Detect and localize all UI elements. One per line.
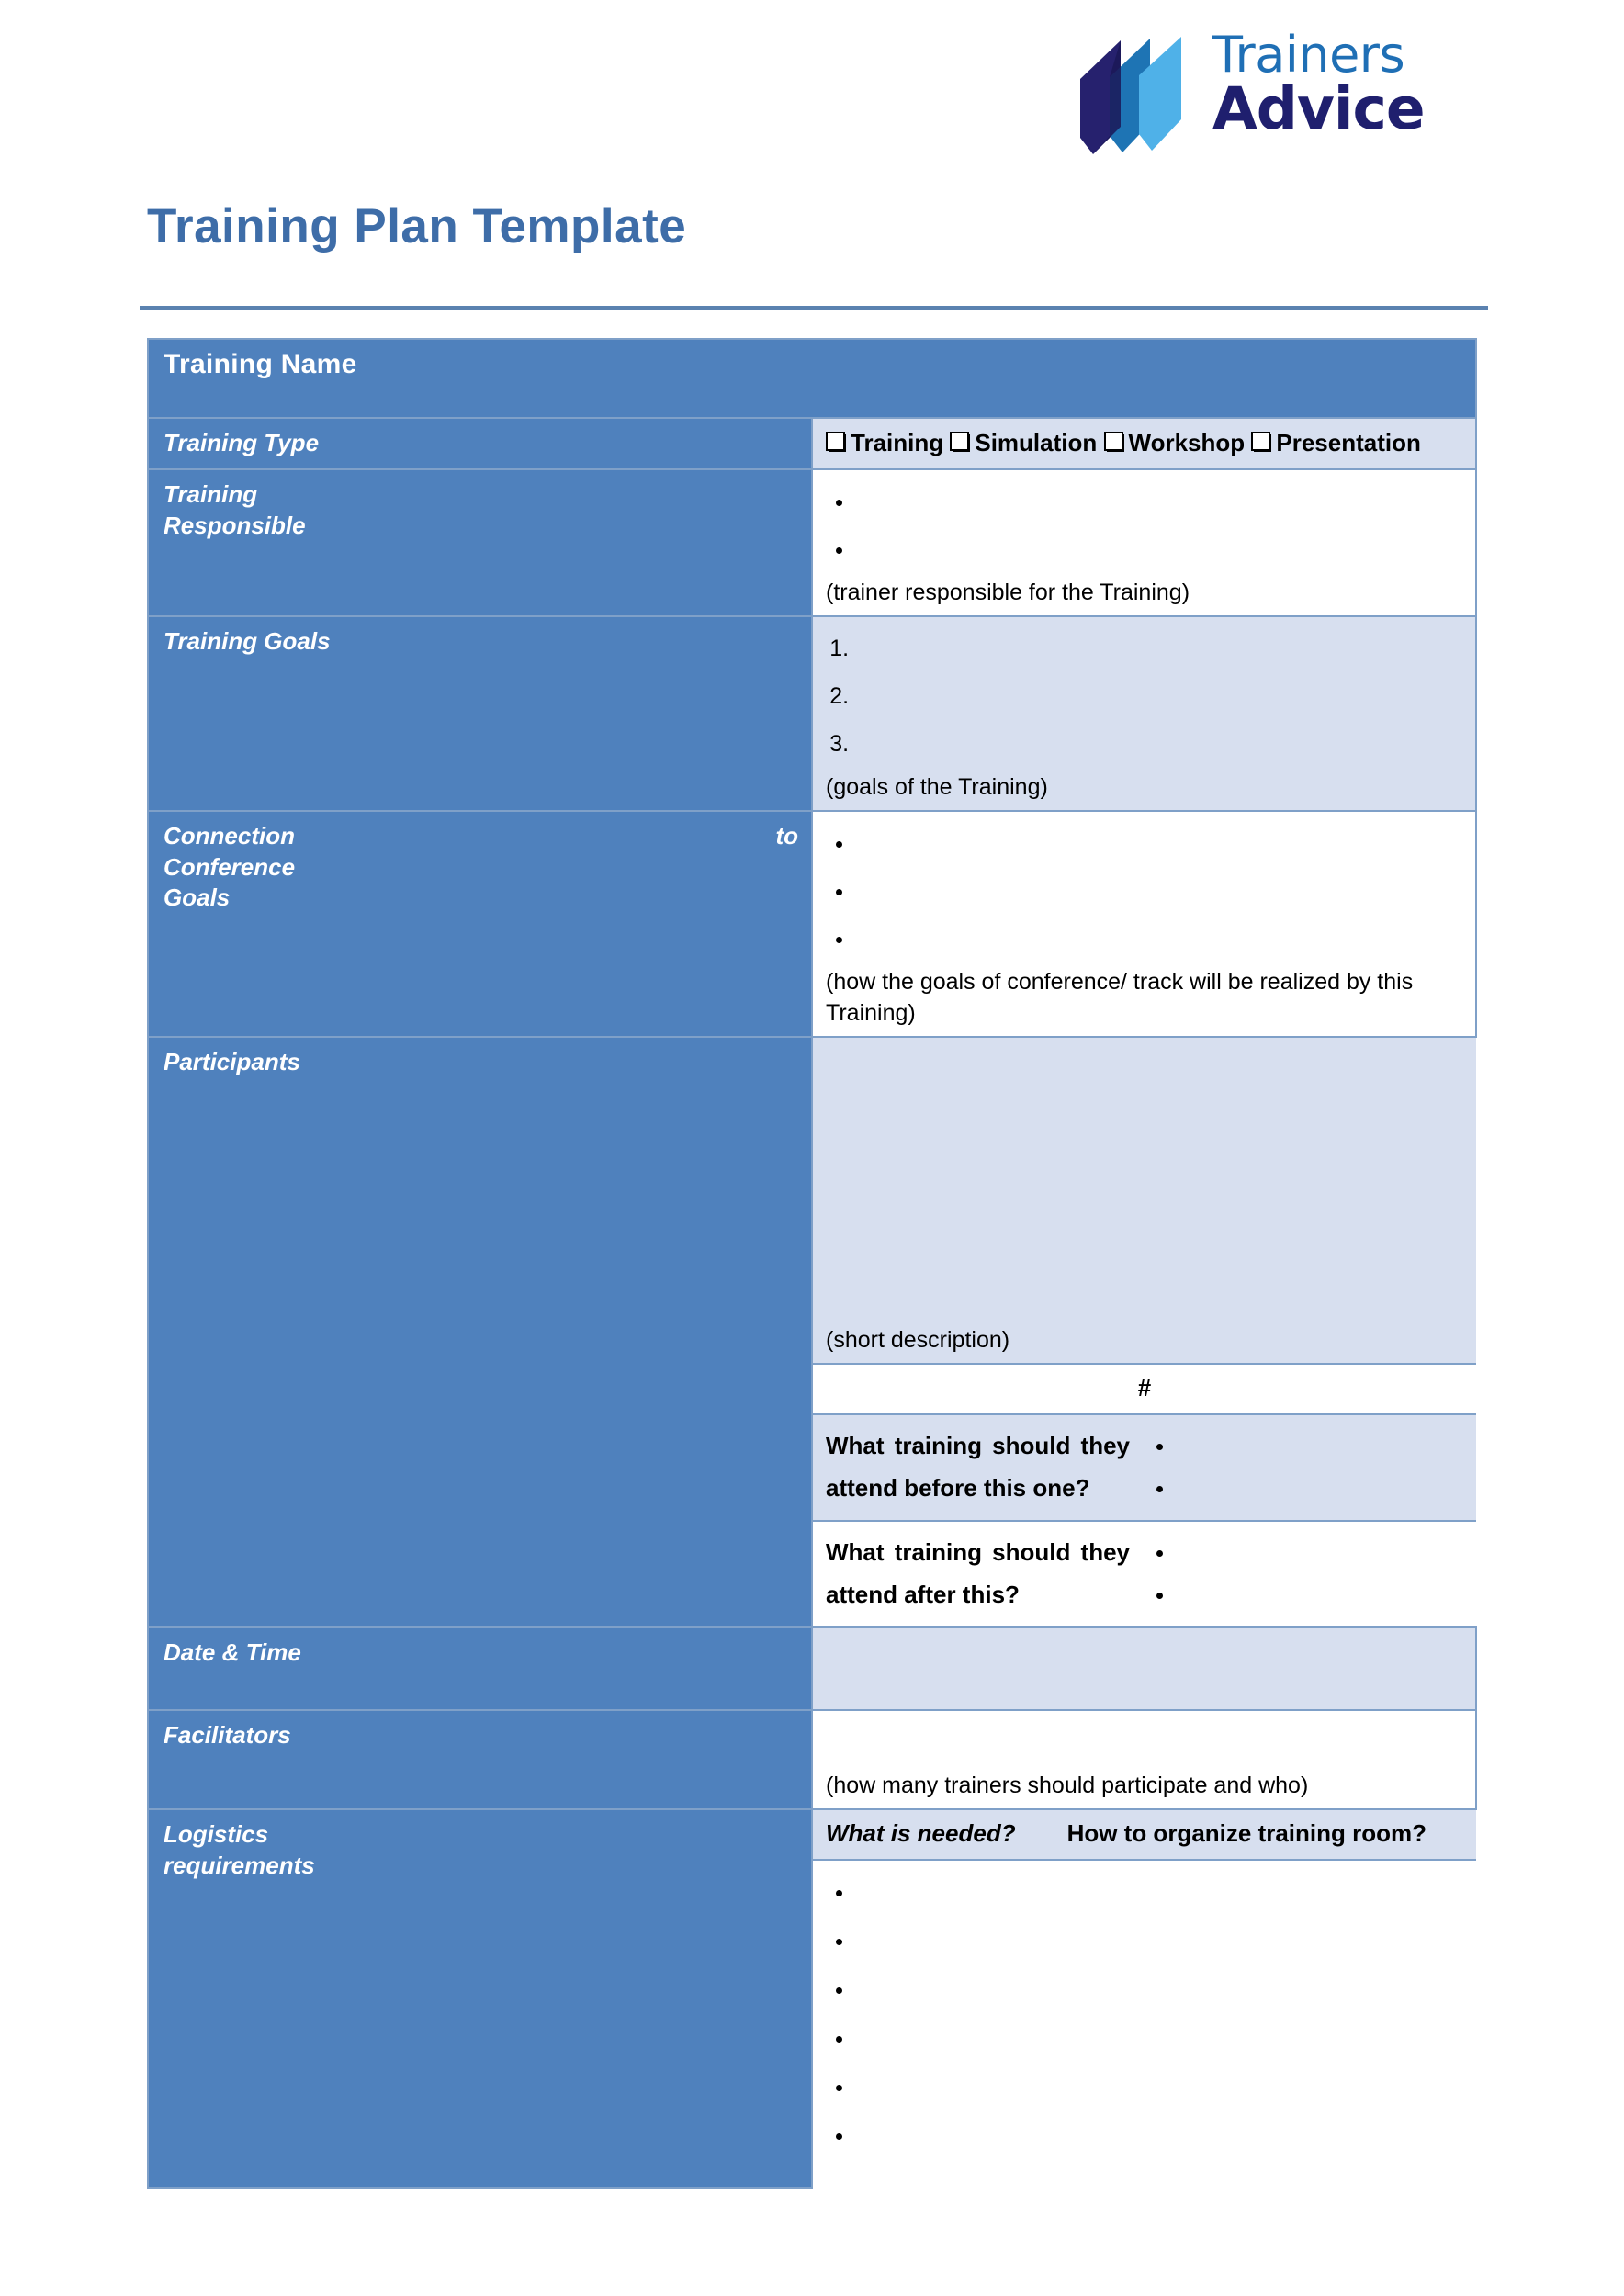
label-connection-line2: Conference: [164, 852, 296, 881]
brand-name-line1: Trainers: [1212, 26, 1405, 84]
label-training-type: Training Type: [148, 418, 812, 469]
label-training-goals: Training Goals: [148, 616, 812, 811]
table-row-date-time: [148, 1627, 1476, 1710]
table-row-logistics: [148, 1809, 1476, 2188]
brand-name-line2: Advice: [1212, 75, 1425, 142]
logistics-header-row: [813, 1810, 1476, 1860]
checkbox-training[interactable]: [826, 429, 943, 456]
logistics-bullets: [826, 1868, 1463, 2160]
checkbox-empty-icon[interactable]: [950, 432, 971, 453]
participants-description-hint: (short description): [826, 1326, 1010, 1353]
label-connection-to-conference-goals: [148, 811, 812, 1037]
list-item[interactable]: [855, 2014, 1463, 2063]
training-goals-list: [826, 625, 1462, 768]
logistics-bullet-area[interactable]: [813, 1860, 1476, 2188]
list-item[interactable]: [855, 672, 1462, 720]
list-item[interactable]: [855, 1868, 1463, 1917]
cell-training-responsible[interactable]: [812, 469, 1476, 616]
checkbox-label-training: Training: [851, 429, 944, 456]
table-row-connection-to-conference-goals: [148, 811, 1476, 1037]
cell-connection-to-conference-goals[interactable]: [812, 811, 1476, 1037]
label-logistics-line2: requirements: [164, 1851, 315, 1879]
logistics-body-row: [813, 1860, 1476, 2188]
list-item[interactable]: [855, 525, 1462, 573]
table-row-training-responsible: [148, 469, 1476, 616]
checkbox-empty-icon[interactable]: [1251, 432, 1272, 453]
training-responsible-hint: (trainer responsible for the Training): [826, 579, 1190, 605]
checkbox-empty-icon[interactable]: [1104, 432, 1125, 453]
participants-after-question: What training should they attend after this?: [813, 1521, 1145, 1626]
label-participants: Participants: [148, 1037, 812, 1627]
table-row-training-type: [148, 418, 1476, 469]
label-connection-line3: Goals: [164, 884, 231, 912]
cell-logistics: [812, 1809, 1476, 2188]
list-item[interactable]: [1176, 1424, 1467, 1467]
checkbox-label-presentation: Presentation: [1276, 429, 1421, 456]
participants-count-row: [813, 1364, 1476, 1414]
checkbox-label-workshop: Workshop: [1128, 429, 1246, 456]
cell-facilitators[interactable]: [812, 1710, 1476, 1809]
cell-participants: [812, 1037, 1476, 1627]
training-plan-table: [147, 338, 1477, 2189]
logistics-column-b-header: How to organize training room?: [1066, 1818, 1427, 1847]
cell-training-type-options: [812, 418, 1476, 469]
label-facilitators: Facilitators: [148, 1710, 812, 1809]
participants-count-header: #: [813, 1364, 1476, 1414]
brand-wordmark: [1212, 28, 1479, 165]
logistics-column-a-header: What is needed?: [826, 1818, 1016, 1847]
list-item[interactable]: [855, 2111, 1463, 2160]
page-title: Training Plan Template: [147, 199, 687, 253]
participants-description-row: [813, 1038, 1476, 1364]
facilitators-blank-area[interactable]: [826, 1718, 1462, 1766]
table-row-training-goals: [148, 616, 1476, 811]
participants-after-answers[interactable]: [1145, 1521, 1476, 1626]
label-training-responsible-line2: Responsible: [164, 511, 306, 539]
label-logistics: [148, 1809, 812, 2188]
list-item[interactable]: [855, 819, 1462, 867]
logistics-column-headers: [813, 1810, 1476, 1860]
checkbox-empty-icon[interactable]: [826, 432, 847, 453]
participants-before-row: [813, 1414, 1476, 1521]
title-divider: [140, 306, 1488, 310]
connection-hint: (how the goals of conference/ track will be realized by this Training): [826, 968, 1414, 1026]
label-logistics-line1: Logistics: [164, 1819, 269, 1848]
table-row-training-name: [148, 339, 1476, 418]
checkbox-simulation[interactable]: [950, 429, 1097, 456]
facilitators-hint: (how many trainers should participate and who): [826, 1772, 1309, 1798]
participants-before-answers[interactable]: [1145, 1414, 1476, 1521]
list-item[interactable]: [1176, 1573, 1467, 1615]
label-training-responsible: [148, 469, 812, 616]
table-row-facilitators: [148, 1710, 1476, 1809]
table-row-participants: [148, 1037, 1476, 1627]
connection-bullets: [826, 819, 1462, 962]
participants-after-row: [813, 1521, 1476, 1626]
training-responsible-bullets: [826, 478, 1462, 573]
participants-description-cell[interactable]: [813, 1038, 1476, 1364]
checkbox-presentation[interactable]: [1251, 429, 1421, 456]
participants-before-bullets: [1145, 1424, 1467, 1509]
logistics-subtable: [813, 1810, 1476, 2188]
label-training-responsible-line1: Training: [164, 479, 258, 508]
label-connection-line1: Connection to: [164, 821, 798, 850]
list-item[interactable]: [855, 867, 1462, 915]
training-name-header: Training Name: [148, 339, 1476, 418]
label-date-time: Date & Time: [148, 1627, 812, 1710]
list-item[interactable]: [855, 625, 1462, 672]
list-item[interactable]: [855, 1917, 1463, 1965]
list-item[interactable]: [855, 478, 1462, 525]
three-chevrons-icon: [1073, 35, 1211, 163]
checkbox-workshop[interactable]: [1104, 429, 1246, 456]
participants-subtable: [813, 1038, 1476, 1626]
participants-blank-area[interactable]: [826, 1045, 1463, 1321]
list-item[interactable]: [855, 1965, 1463, 2014]
cell-date-time[interactable]: [812, 1627, 1476, 1710]
cell-training-goals[interactable]: [812, 616, 1476, 811]
training-goals-hint: (goals of the Training): [826, 773, 1048, 800]
participants-before-question: What training should they attend before this one?: [813, 1414, 1145, 1521]
checkbox-label-simulation: Simulation: [975, 429, 1098, 456]
list-item[interactable]: [855, 720, 1462, 768]
brand-logo: [1073, 26, 1477, 167]
participants-after-bullets: [1145, 1531, 1467, 1615]
list-item[interactable]: [1176, 1531, 1467, 1573]
list-item[interactable]: [1176, 1467, 1467, 1509]
list-item[interactable]: [855, 2063, 1463, 2111]
list-item[interactable]: [855, 915, 1462, 962]
